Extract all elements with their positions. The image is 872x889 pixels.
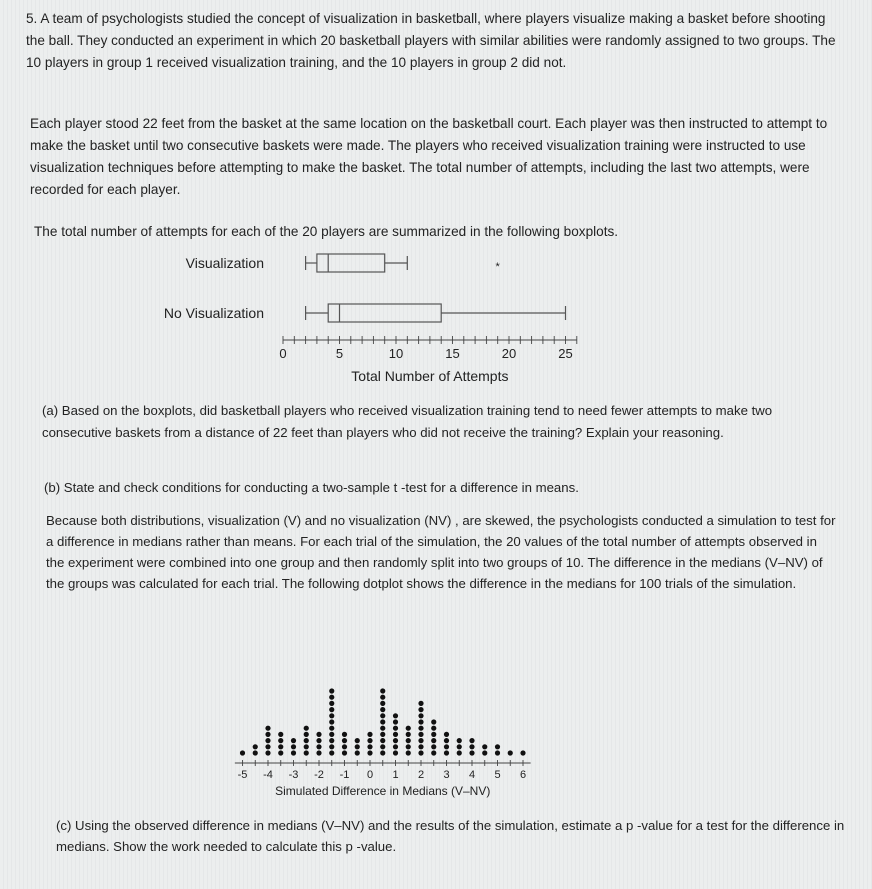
dotplot-dot <box>418 738 423 743</box>
dotplot-dot <box>329 732 334 737</box>
dotplot-dot <box>418 719 423 724</box>
dotplot-dot <box>431 719 436 724</box>
dotplot-dot <box>291 744 296 749</box>
outlier-marker: * <box>495 261 500 273</box>
box-iqr <box>317 254 385 272</box>
dotplot-dot <box>355 744 360 749</box>
dotplot-dot <box>418 707 423 712</box>
dotplot-dot <box>418 701 423 706</box>
dotplot-dot <box>520 750 525 755</box>
dotplot-dot <box>393 726 398 731</box>
dotplot-dot <box>406 750 411 755</box>
dotplot-dot <box>329 750 334 755</box>
dotplot-dot <box>393 732 398 737</box>
dotplot-dot <box>304 726 309 731</box>
dotplot-dot <box>316 750 321 755</box>
dotplot-dot <box>304 744 309 749</box>
dotplot-dot <box>508 750 513 755</box>
part-b-question: (b) State and check conditions for conducting a two-sample t -test for a difference in means. <box>44 480 579 495</box>
dotplot-tick-label: 1 <box>392 769 399 781</box>
dotplot-dot <box>431 738 436 743</box>
dotplot-x-axis-title: Simulated Difference in Medians (V–NV) <box>275 784 491 798</box>
dotplot-dot <box>329 707 334 712</box>
dotplot-dot <box>444 744 449 749</box>
dotplot-dot <box>240 750 245 755</box>
boxplot-intro: The total number of attempts for each of the 20 players are summarized in the following boxplots. <box>34 224 619 239</box>
dotplot-tick-label: 0 <box>366 769 374 781</box>
experiment-description: Each player stood 22 feet from the basket at the same location on the basketball court. Each player was then instructed to attempt to make the basket until two consecutive baskets were made. The players who received visualization training were instructed to use visualization techniques before attempting to make the basket. The total number of attempts, including the last two attempts, were recorded for each player. <box>30 116 828 197</box>
dotplot-dot <box>495 744 500 749</box>
dotplot-dot <box>418 732 423 737</box>
dotplot-dot <box>431 726 436 731</box>
dotplot-dot <box>265 726 270 731</box>
boxplot-tick-label: 25 <box>558 346 573 361</box>
dotplot-dot <box>265 744 270 749</box>
boxplot-group-label: No Visualization <box>163 305 264 321</box>
dotplot-dot <box>495 750 500 755</box>
dotplot-dot <box>278 738 283 743</box>
dotplot-dot <box>393 738 398 743</box>
dotplot-dot <box>253 750 258 755</box>
dotplot-dot <box>406 738 411 743</box>
dotplot-dot <box>444 738 449 743</box>
dotplot-dot <box>380 707 385 712</box>
dotplot-dot <box>380 732 385 737</box>
boxplot-tick-label: 15 <box>445 346 460 361</box>
dotplot-dot <box>418 713 423 718</box>
dotplot-dot <box>316 732 321 737</box>
dotplot-tick-label: -2 <box>314 769 324 781</box>
boxplot-tick-label: 0 <box>279 346 287 361</box>
boxplot-tick-label: 20 <box>501 346 517 361</box>
dotplot-dot <box>380 713 385 718</box>
dotplot-dot <box>367 750 372 755</box>
dotplot-dot <box>444 750 449 755</box>
dotplot-dot <box>380 750 385 755</box>
question-intro: 5. A team of psychologists studied the concept of visualization in basketball, where players visualize making a basket before shooting the ball. They conducted an experiment in which 20 basketball players with similar abilities were randomly assigned to two groups. The 10 players in group 1 received visualization training, and the 10 players in group 2 did not. <box>26 11 836 70</box>
dotplot-dot <box>469 738 474 743</box>
dotplot-dot <box>329 695 334 700</box>
dotplot-dot <box>431 732 436 737</box>
dotplot-chart <box>215 615 555 805</box>
dotplot-dot <box>367 732 372 737</box>
dotplot-dot <box>278 744 283 749</box>
dotplot-dot <box>342 750 347 755</box>
dotplot-dot <box>380 744 385 749</box>
dotplot-dot <box>329 688 334 693</box>
dotplot-tick-label: -1 <box>339 769 350 781</box>
boxplot-chart <box>140 245 600 395</box>
dotplot-dot <box>329 726 334 731</box>
dotplot-dot <box>393 713 398 718</box>
dotplot-dot <box>329 744 334 749</box>
part-c-question: (c) Using the observed difference in medians (V–NV) and the results of the simulation, estimate a p -value for a test for the difference in medians. Show the work needed to calculate this p -value. <box>56 818 845 854</box>
dotplot-dot <box>380 688 385 693</box>
dotplot-dot <box>291 750 296 755</box>
box-iqr <box>328 304 441 322</box>
dotplot-dot <box>329 719 334 724</box>
dotplot-dot <box>393 750 398 755</box>
dotplot-dot <box>393 744 398 749</box>
dotplot-dot <box>380 726 385 731</box>
dotplot-tick-label: 4 <box>468 769 476 781</box>
dotplot-dot <box>431 750 436 755</box>
dotplot-dot <box>329 738 334 743</box>
dotplot-dot <box>265 732 270 737</box>
dotplot-dot <box>291 738 296 743</box>
dotplot-dot <box>367 744 372 749</box>
dotplot-dot <box>355 750 360 755</box>
dotplot-dot <box>380 719 385 724</box>
dotplot-dot <box>329 701 334 706</box>
dotplot-dot <box>316 738 321 743</box>
dotplot-dot <box>253 744 258 749</box>
dotplot-dot <box>278 750 283 755</box>
dotplot-dot <box>457 738 462 743</box>
dotplot-dot <box>329 713 334 718</box>
dotplot-dot <box>355 738 360 743</box>
dotplot-dot <box>265 738 270 743</box>
dotplot-dot <box>393 719 398 724</box>
dotplot-dot <box>457 750 462 755</box>
dotplot-tick-label: 5 <box>494 769 501 781</box>
dotplot-dot <box>482 744 487 749</box>
dotplot-dot <box>444 732 449 737</box>
dotplot-dot <box>316 744 321 749</box>
dotplot-tick-label: 6 <box>519 769 527 781</box>
dotplot-dot <box>406 744 411 749</box>
dotplot-tick-label: -4 <box>263 769 273 781</box>
boxplot-tick-label: 10 <box>388 346 404 361</box>
dotplot-dot <box>457 744 462 749</box>
boxplot-x-axis-title: Total Number of Attempts <box>351 368 509 384</box>
dotplot-dot <box>418 744 423 749</box>
dotplot-dot <box>469 750 474 755</box>
dotplot-dot <box>304 750 309 755</box>
dotplot-dot <box>469 744 474 749</box>
part-a-question: (a) Based on the boxplots, did basketball players who received visualization training tend to need fewer attempts to make two consecutive baskets from a distance of 22 feet than players who did not receive the training? Explain your reasoning. <box>42 403 773 440</box>
dotplot-dot <box>265 750 270 755</box>
dotplot-tick-label: 2 <box>417 769 425 781</box>
dotplot-dot <box>342 732 347 737</box>
dotplot-dot <box>278 732 283 737</box>
dotplot-tick-label: -5 <box>237 769 248 781</box>
dotplot-tick-label: 3 <box>443 769 450 781</box>
dotplot-dot <box>406 726 411 731</box>
dotplot-dot <box>380 738 385 743</box>
dotplot-dot <box>380 701 385 706</box>
dotplot-dot <box>406 732 411 737</box>
dotplot-dot <box>431 744 436 749</box>
dotplot-dot <box>367 738 372 743</box>
dotplot-dot <box>418 750 423 755</box>
simulation-description: Because both distributions, visualization (V) and no visualization (NV) , are skewed, the psychologists conducted a simulation to test for a difference in medians rather than means. For each trial of the simulation, the 20 values of the total number of attempts observed in the experiment were combined into one group and then randomly split into two groups of 10. The difference in the medians (V–NV) of the groups was calculated for each trial. The following dotplot shows the difference in the medians for 100 trials of the simulation. <box>46 513 836 591</box>
dotplot-dot <box>304 732 309 737</box>
boxplot-tick-label: 5 <box>335 346 344 361</box>
dotplot-dot <box>418 726 423 731</box>
dotplot-dot <box>380 695 385 700</box>
dotplot-dot <box>342 744 347 749</box>
dotplot-dot <box>342 738 347 743</box>
dotplot-tick-label: -3 <box>288 769 299 781</box>
dotplot-dot <box>304 738 309 743</box>
boxplot-group-label: Visualization <box>185 255 264 271</box>
dotplot-dot <box>482 750 487 755</box>
